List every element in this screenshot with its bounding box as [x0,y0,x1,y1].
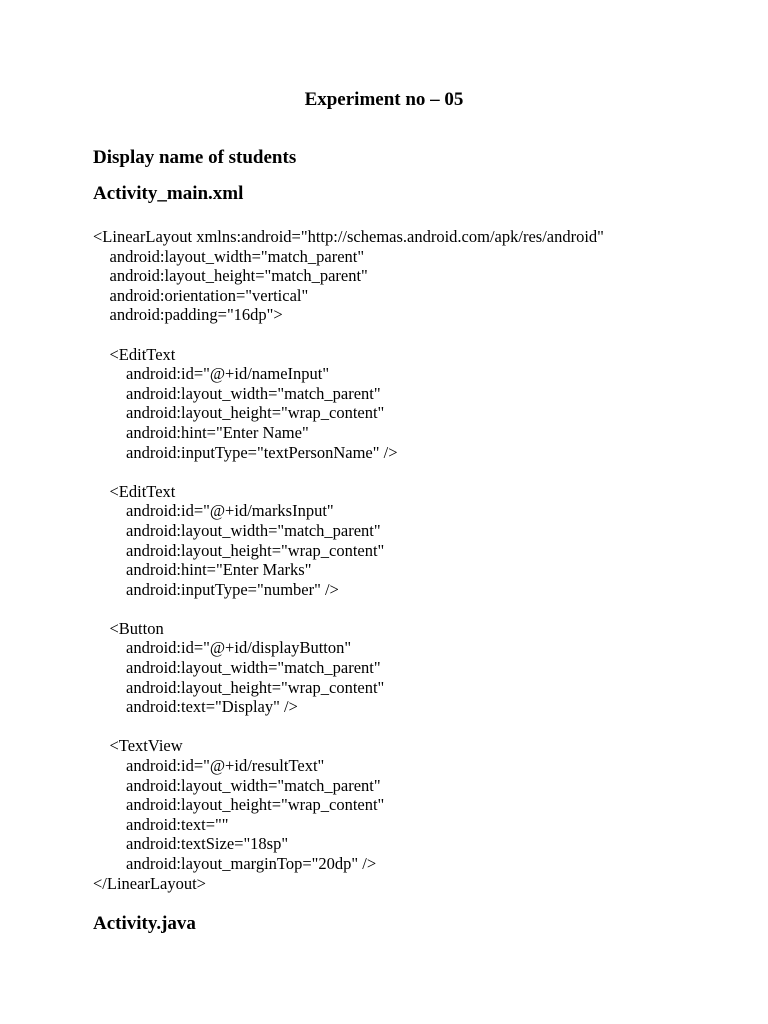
code-line: android:padding="16dp"> [93,305,283,325]
code-line: android:hint="Enter Name" [93,422,309,442]
code-line [93,599,604,619]
code-line: android:inputType="number" /> [93,579,339,599]
code-line: android:layout_height="match_parent" [93,266,368,286]
code-line: android:layout_height="wrap_content" [93,677,385,697]
code-line: android:layout_height="wrap_content" [93,403,385,423]
code-line [93,325,604,345]
code-line: android:layout_marginTop="20dp" /> [93,854,377,873]
code-line: android:id="@+id/displayButton" [93,638,352,658]
code-line: android:layout_height="wrap_content" [93,540,385,560]
section-heading: Display name of students [93,147,297,168]
code-line: <TextView [93,736,183,756]
page-title: Experiment no – 05 [304,89,464,110]
code-line: android:layout_width="match_parent" [93,520,381,540]
code-line: android:layout_width="match_parent" [93,246,365,266]
code-line: android:inputType="textPersonName" /> [93,442,398,462]
xml-file-heading: Activity_main.xml [93,183,244,204]
code-line: android:layout_height="wrap_content" [93,795,385,815]
code-line: android:layout_width="match_parent" [93,658,381,678]
java-file-heading: Activity.java [93,913,196,934]
code-line: android:text="" [93,814,229,834]
code-line: android:hint="Enter Marks" [93,560,312,580]
code-line: android:text="Display" /> [93,697,298,717]
xml-code-block [93,227,604,893]
code-line: android:id="@+id/marksInput" [93,501,334,521]
code-line [93,717,604,737]
code-line: android:layout_width="match_parent" [93,775,381,795]
code-line: android:layout_width="match_parent" [93,383,381,403]
code-line: <Button [93,618,164,638]
code-line: <EditText [93,344,176,364]
code-line: <EditText [93,481,176,501]
code-line: android:textSize="18sp" [93,834,289,854]
code-line: </LinearLayout> [93,873,206,893]
code-line: android:orientation="vertical" [93,285,309,305]
code-line [93,462,604,482]
code-line: <LinearLayout xmlns:android="http://schemas.android.com/apk/res/android" [93,227,604,246]
code-line: android:id="@+id/resultText" [93,756,325,776]
code-line: android:id="@+id/nameInput" [93,364,330,384]
